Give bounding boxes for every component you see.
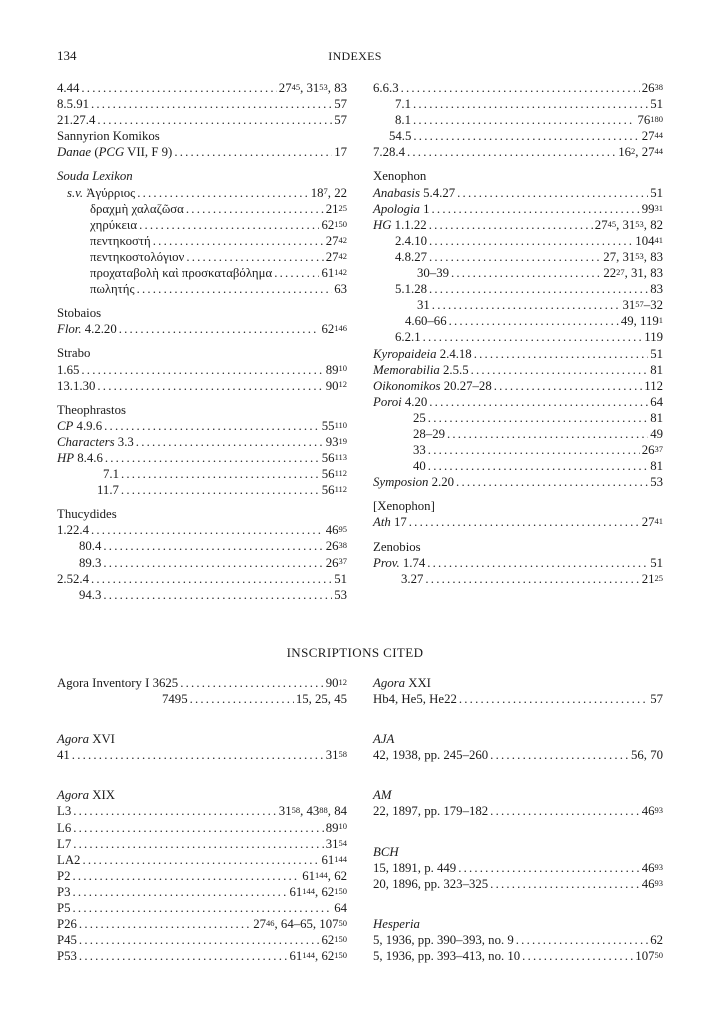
index-entry: 7495 ..... 15, 25, 45 <box>57 691 347 707</box>
author-heading: Stobaios <box>57 306 102 321</box>
author-heading: Souda Lexikon <box>57 169 133 184</box>
index-entry: Agora Inventory I 3625 ..... $90^{12}$ <box>57 675 347 691</box>
inscriptions-left-column <box>57 675 347 964</box>
index-entry: 5, 1936, pp. 390–393, no. 9 ..... 62 <box>373 932 663 948</box>
index-entry: 4.60–66 ..... 49, $119^1$ <box>373 313 663 329</box>
index-entry: 4.8.27 ..... 27, $31^{53}$, 83 <box>373 249 663 265</box>
index-entry: 41 ..... $31^{58}$ <box>57 747 347 763</box>
index-entry: Kyropaideia 2.4.18 ..... 51 <box>373 346 663 362</box>
index-entry: Prov. 1.74 ..... 51 <box>373 555 663 571</box>
index-entry: Symposion 2.20 ..... 53 <box>373 474 663 490</box>
index-entry: 25 ..... 81 <box>373 410 663 426</box>
author-heading: Zenobios <box>373 539 421 554</box>
index-entry: L3 ..... $31^{58}$, $43^{88}$, 84 <box>57 803 347 819</box>
inscription-heading: Agora XVI <box>57 732 115 747</box>
index-entry: LA2 ..... $61^{144}$ <box>57 852 347 868</box>
author-heading: Xenophon <box>373 169 427 184</box>
index-entry: 20, 1896, pp. 323–325 ..... $46^{93}$ <box>373 876 663 892</box>
index-entry: 4.44 ..... $27^{45}$, $31^{53}$, 83 <box>57 80 347 96</box>
index-entry: 6.6.3 ..... $26^{38}$ <box>373 80 663 96</box>
index-entry: L6 ..... $89^{10}$ <box>57 820 347 836</box>
index-entry: 28–29 ..... 49 <box>373 426 663 442</box>
index-entry: 22, 1897, pp. 179–182 ..... $46^{93}$ <box>373 803 663 819</box>
index-entry: 7.1 ..... $56^{112}$ <box>57 466 347 482</box>
index-entry: Oikonomikos 20.27–28 ..... 112 <box>373 378 663 394</box>
index-entry: Flor. 4.2.20 ..... $62^{146}$ <box>57 321 347 337</box>
upper-right-column <box>373 80 663 587</box>
section-title: INSCRIPTIONS CITED <box>286 645 424 660</box>
index-entry: 8.1 ..... $76^{180}$ <box>373 112 663 128</box>
index-entry: 80.4 ..... $26^{38}$ <box>57 538 347 554</box>
index-entry: 54.5 ..... $27^{44}$ <box>373 128 663 144</box>
inscription-heading: AM <box>373 788 392 803</box>
index-entry: 31 ..... $31^{57}-32$ <box>373 297 663 313</box>
index-entry: 7.1 ..... 51 <box>373 96 663 112</box>
index-entry: 6.2.1 ..... 119 <box>373 329 663 345</box>
index-entry: P3 ..... $61^{144}$, $62^{150}$ <box>57 884 347 900</box>
index-entry: 2.4.10 ..... $104^{41}$ <box>373 233 663 249</box>
index-entry: 30–39 ..... $22^{27}$, 31, 83 <box>373 265 663 281</box>
index-entry: πωλητής ..... 63 <box>57 281 347 297</box>
index-entry: 1.22.4 ..... $46^{95}$ <box>57 522 347 538</box>
index-entry: CP 4.9.6 ..... $55^{110}$ <box>57 418 347 434</box>
index-entry: 89.3 ..... $26^{37}$ <box>57 555 347 571</box>
index-entry: P45 ..... $62^{150}$ <box>57 932 347 948</box>
index-entry: χηρύκεια ..... $62^{150}$ <box>57 217 347 233</box>
index-entry: Hb4, He5, He22 ..... 57 <box>373 691 663 707</box>
inscription-heading: Agora XIX <box>57 788 115 803</box>
index-entry: 21.27.4 ..... 57 <box>57 112 347 128</box>
index-entry: Poroi 4.20 ..... 64 <box>373 394 663 410</box>
inscription-heading: BCH <box>373 844 399 859</box>
index-entry: P53 ..... $61^{144}$, $62^{150}$ <box>57 948 347 964</box>
author-heading: [Xenophon] <box>373 499 435 514</box>
author-heading: Strabo <box>57 346 91 361</box>
index-entry: P26 ..... $27^{46}$, 64–65, $107^{50}$ <box>57 916 347 932</box>
index-entry: 40 ..... 81 <box>373 458 663 474</box>
index-entry: Danae (PCG VII, F 9) ..... 17 <box>57 144 347 160</box>
index-entry: πεντηκοστολόγιον ..... $27^{42}$ <box>57 249 347 265</box>
index-entry: 5, 1936, pp. 393–413, no. 10 ..... $107^{50}$ <box>373 948 663 964</box>
index-entry: δραχμὴ χαλαζῶσα ..... $21^{25}$ <box>57 201 347 217</box>
index-entry: 11.7 ..... $56^{112}$ <box>57 482 347 498</box>
index-entry: 1.65 ..... $89^{10}$ <box>57 362 347 378</box>
index-entry: πεντηκοστή ..... $27^{42}$ <box>57 233 347 249</box>
index-entry: 3.27 ..... $21^{25}$ <box>373 571 663 587</box>
index-entry: HP 8.4.6 ..... $56^{113}$ <box>57 450 347 466</box>
author-heading: Theophrastos <box>57 402 126 417</box>
index-entry: Memorabilia 2.5.5 ..... 81 <box>373 362 663 378</box>
index-entry: P5 ..... 64 <box>57 900 347 916</box>
index-entry: Characters 3.3 ..... $93^{19}$ <box>57 434 347 450</box>
index-entry: 33 ..... $26^{37}$ <box>373 442 663 458</box>
running-head: INDEXES <box>328 49 382 63</box>
index-entry: προχαταβολὴ καὶ προσκαταβόλημα ..... $61^{142}$ <box>57 265 347 281</box>
index-entry: 94.3 ..... 53 <box>57 587 347 603</box>
index-entry: Apologia 1 ..... $99^{31}$ <box>373 201 663 217</box>
inscription-heading: Agora XXI <box>373 676 431 690</box>
author-heading: Sannyrion Komikos <box>57 129 160 144</box>
page-number: 134 <box>57 48 77 63</box>
index-entry: 8.5.91 ..... 57 <box>57 96 347 112</box>
index-entry: P2 ..... $61^{144}$, 62 <box>57 868 347 884</box>
index-entry: 42, 1938, pp. 245–260 ..... 56, 70 <box>373 747 663 763</box>
index-entry: Anabasis 5.4.27 ..... 51 <box>373 185 663 201</box>
index-entry: 7.28.4 ..... $16^2$, $27^{44}$ <box>373 144 663 160</box>
inscription-heading: Hesperia <box>373 916 420 931</box>
index-entry: Ath 17 ..... $27^{41}$ <box>373 514 663 530</box>
index-entry: HG 1.1.22 ..... $27^{45}$, $31^{53}$, 82 <box>373 217 663 233</box>
author-heading: Thucydides <box>57 507 117 522</box>
index-entry: 13.1.30 ..... $90^{12}$ <box>57 378 347 394</box>
inscription-heading: AJA <box>373 732 395 747</box>
index-entry: 15, 1891, p. 449 ..... $46^{93}$ <box>373 860 663 876</box>
index-entry: s.v. Ἀγύρριος ..... $18^7$, 22 <box>57 185 347 201</box>
upper-left-column <box>57 80 347 603</box>
index-entry: L7 ..... $31^{54}$ <box>57 836 347 852</box>
index-entry: 5.1.28 ..... 83 <box>373 281 663 297</box>
index-entry: 2.52.4 ..... 51 <box>57 571 347 587</box>
inscriptions-right-column <box>373 675 663 964</box>
page-header <box>0 48 710 66</box>
